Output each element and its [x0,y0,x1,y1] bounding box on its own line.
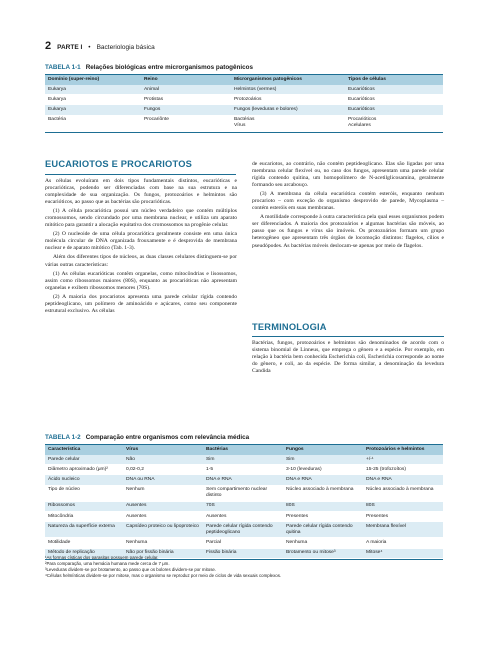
table2-cell: Ausentes [123,511,203,521]
table2-row [45,501,443,511]
table2-cell: Parede celular rígida contendo peptideoglicano [203,522,283,538]
left-column-text [45,178,237,317]
header-separator: • [88,44,91,51]
table1-row [45,95,443,105]
table2-cell: +/-¹ [363,455,443,465]
table2-number: TABELA 1-2 [45,434,81,441]
table2-cell: Diâmetro aproximado (μm)² [45,465,123,475]
section-heading-rule [252,336,444,337]
table2-cell: Tipo de núcleo [45,485,123,501]
table1-bottom-rule [45,132,443,133]
right-column-text [252,161,444,252]
table1-cell: Procariônte [141,115,231,131]
table2-cell: Natureza da superfície externa [45,522,123,538]
table2-cell: Ausentes [203,511,283,521]
table2-cell: 3-10 (leveduras) [283,465,363,475]
table1-column-header: Reino [141,75,231,85]
table2-cell: A maioria [363,538,443,548]
table2-row [45,455,443,465]
table2-header-row [45,445,443,455]
table1-column-header: Tipos de células [345,75,443,85]
paragraph: As células evoluíram em dois tipos fundamentais distintos, eucarióticas e procarióticas, podendo ser diferenciadas com base na sua estrutura e na complexidade de sua organização. Os fungos, protozoários e helmintos são eucarióticos, ao passo que as bactérias são procarióticas. [45,178,237,206]
table2-cell: Nenhuma [123,538,203,548]
table1-cell: Animal [141,85,231,95]
table2-cell: Ácido nucleico [45,475,123,485]
table1 [45,75,443,132]
table2-cell: Mitocôndria [45,511,123,521]
table2-column-header: Vírus [123,445,203,455]
table2-cell: DNA e RNA [283,475,363,485]
table2-row [45,538,443,548]
paragraph: Além dos diferentes tipos de núcleos, as duas classes celulares distinguem-se por várias outras características: [45,254,237,268]
table1-row [45,105,443,115]
table1-row [45,115,443,131]
table2-cell: Parede celular rígida contendo quitina [283,522,363,538]
table1-cell: Eukarya [45,105,141,115]
paragraph: A motilidade corresponde à outra característica pela qual esses organismos podem ser diferenciados. A maioria dos protozoários e algumas bactérias são móveis, ao passo que os fungos e vírus são imóveis. Os protozoários formam um grupo heterogêneo que apresentam três órgãos de locomoção distintos: flagelos, cílios e pseudópodes. As bactérias móveis deslocam-se apenas por meio de flagelos. [252,214,444,249]
table2-cell: 80S [283,501,363,511]
paragraph: (2) A maioria dos procariotos apresenta uma parede celular rígida contendo peptideoglicano, um polímero de aminoácido e açúcares, como seu componente estrutural exclusivo. As células [45,293,237,314]
table2-cell: 0,02-0,2 [123,465,203,475]
table2 [45,445,443,559]
table1-cell: Eukarya [45,85,141,95]
table2-cell: Mitose⁴ [363,548,443,558]
table2-column-header: Bactérias [203,445,283,455]
table2-row [45,465,443,475]
paragraph: Bactérias, fungos, protozoários e helmintos são denominados de acordo com o sistema binomial de Linneus, que emprega o gênero e a espécie. Por exemplo, em relação à bactéria bem conhecida Escherichia coli, Escherichia corresponde ao nome do gênero, e coli, ao da espécie. De forma similar, a denominação da levedura Candida [252,340,444,375]
table2-cell: Sim [283,455,363,465]
table2-cell: Nenhuma [283,538,363,548]
section-heading-rule [45,174,236,175]
table1-cell: Eucarióticos [345,95,443,105]
table2-title: Comparação entre organismos com relevância médica [85,434,250,441]
table2-caption [45,434,249,441]
table1-cell: Bactérias Vírus [231,115,345,131]
section-heading-eucariotos: EUCARIOTOS E PROCARIOTOS [45,159,193,169]
table1-header-row [45,75,443,85]
table2-cell: Parede celular [45,455,123,465]
paragraph: (1) A célula procariótica possui um núcleo verdadeiro que contém múltiplos cromossomos, sendo circundado por uma membrana nuclear, e utiliza um aparato mitótico para garantir a alocação equitativa dos cromossomos na progênie celular. [45,208,237,229]
table2-column-header: Característica [45,445,123,455]
page-number: 2 [45,40,52,52]
paragraph: (1) As células eucarióticas contêm organelas, como mitocôndrias e lisossomos, assim como ribossomos maiores (80S), enquanto as procarióticas não apresentam organelas e exibem ribossomos menores (70S). [45,270,237,291]
table2-cell: 80S [363,501,443,511]
table2-column-header: Protozoários e helmintos [363,445,443,455]
table2-cell: Brotamento ou mitose³ [283,548,363,558]
table1-number: TABELA 1-1 [45,64,81,71]
table1-cell: Eucarióticos [345,85,443,95]
running-header [45,40,155,54]
table1-cell: Eukarya [45,95,141,105]
table2-row [45,475,443,485]
part-label: PARTE I [57,44,83,51]
table1-cell: Eucarióticos [345,105,443,115]
table2-cell: Ribossomos [45,501,123,511]
table2-cell: Presentes [363,511,443,521]
table2-cell: Sem compartimento nuclear distinto [203,485,283,501]
footnote: ¹As formas císticas dos parasitas possuem parede celular. [45,555,159,560]
paragraph: (3) A membrana da célula eucariótica contém esteróis, enquanto nenhum procarioto – com exceção do organismo desprovido de parede, Mycoplasma – contém esteróis em suas membranas. [252,191,444,212]
table2-cell: Membrana flexível [363,522,443,538]
table2-cell: Não por fissão binária [123,548,203,558]
table2-cell: DNA e RNA [203,475,283,485]
table2-cell: Fissão binária [203,548,283,558]
table1-cell: Fungos (leveduras e bolores) [231,105,345,115]
table1-caption [45,64,253,71]
table2-cell: Não [123,455,203,465]
table2-cell: Núcleo associado à membrana [283,485,363,501]
table2-cell: Presentes [283,511,363,521]
table2-cell: Ausentes [123,501,203,511]
table2-cell: Sim [203,455,283,465]
table2-bottom-rule [45,559,443,560]
table2-cell: 1-5 [203,465,283,475]
table2-row [45,485,443,501]
table1-title: Relações biológicas entre microrganismos patogênicos [85,64,253,71]
chapter-title: Bacteriologia básica [96,44,155,51]
paragraph: de eucariotos, ao contrário, não contém peptideoglicano. Elas são ligadas por uma membrana celular flexível ou, no caso dos fungos, apresentam uma parede celular rígida contendo quitina, um homopolímero de N-acetilglicosamina, geralmente formando seu arcabouço. [252,161,444,189]
table2-cell: DNA ou RNA [123,475,203,485]
table1-cell: Procarióticos Acelulares [345,115,443,131]
table2-cell: Parcial [203,538,283,548]
footnote: ⁴Células helmínticas dividem-se por mitose, mas o organismo se reproduz por meio de ciclos de vida sexuais complexos. [45,573,282,578]
table2-row [45,522,443,538]
table1-column-header: Domínio (super-reino) [45,75,141,85]
footnote: ³Leveduras dividem-se por brotamento, ao passo que os bolores dividem-se por mitose. [45,567,217,572]
table1-cell: Bactéria [45,115,141,131]
paragraph: (2) O nucleoide de uma célula procariótica geralmente consiste em uma única molécula circular de DNA organizada frouxamente e é desprovida de membrana nuclear e de aparato mitótico (Tab. 1-3). [45,231,237,252]
table2-row [45,511,443,521]
terminology-text [252,340,444,377]
table2-cell: 70S [203,501,283,511]
table2-cell: Método de replicação [45,548,123,558]
table1-cell: Protistas [141,95,231,105]
table1-cell: Helmintos (vermes) [231,85,345,95]
table2-cell: Motilidade [45,538,123,548]
table2-cell: Capsídeo proteico ou lipoproteico [123,522,203,538]
table2-cell: Nenhum [123,485,203,501]
table1-cell: Protozoários [231,95,345,105]
table2-cell: Núcleo associado à membrana [363,485,443,501]
section-heading-terminologia: TERMINOLOGIA [252,322,327,332]
footnote: ²Para comparação, uma hemácia humana mede cerca de 7 μm. [45,561,170,566]
table1-column-header: Microrganismos patogênicos [231,75,345,85]
table2-cell: 15-25 (trofozoítos) [363,465,443,475]
table1-row [45,85,443,95]
table1-cell: Fungos [141,105,231,115]
table2-column-header: Fungos [283,445,363,455]
table2-cell: DNA e RNA [363,475,443,485]
